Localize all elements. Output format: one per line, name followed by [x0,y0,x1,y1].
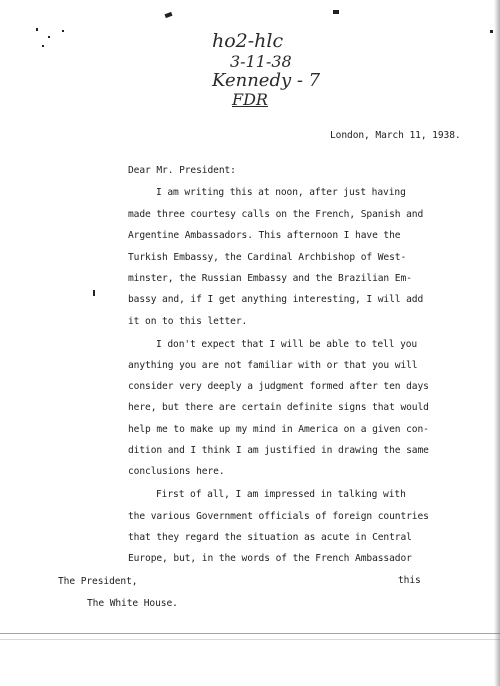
ink-speck-3 [36,28,38,31]
body-line: that they regard the situation as acute in Central [128,532,412,543]
handwritten-annotation-line-2: 3-11-38 [230,52,292,71]
body-line: First of all, I am impressed in talking with [156,489,406,500]
dateline: London, March 11, 1938. [330,130,461,141]
handwritten-annotation-line-4: FDR [232,90,268,109]
body-line: Turkish Embassy, the Cardinal Archbishop of West- [128,252,407,263]
body-line: I don't expect that I will be able to tell you [156,339,418,350]
body-line: here, but there are certain definite signs that would [128,402,429,413]
salutation: Dear Mr. President: [128,165,236,176]
ink-speck-2 [333,10,339,14]
body-line: the various Government officials of foreign countries [128,511,429,522]
body-line: made three courtesy calls on the French, Spanish and [128,209,424,220]
body-line: dition and I think I am justified in drawing the same [128,445,429,456]
body-line: Argentine Ambassadors. This afternoon I have the [128,230,401,241]
handwritten-annotation-line-3: Kennedy - 7 [212,70,321,91]
ink-speck-8 [490,30,493,33]
body-line: minster, the Russian Embassy and the Brazilian Em- [128,273,412,284]
body-line: bassy and, if I get anything interesting, I will add [128,294,424,305]
body-line: conclusions here. [128,466,225,477]
body-line: consider very deeply a judgment formed after ten days [128,381,429,392]
ink-speck-7 [93,290,95,296]
body-line: help me to make up my mind in America on a given con- [128,424,429,435]
catchword: this [398,575,421,586]
ink-speck-5 [42,45,44,47]
body-line: it on to this letter. [128,316,248,327]
body-line: I am writing this at noon, after just having [156,187,406,198]
addressee-line: The White House. [87,598,178,609]
page-edge-shadow [494,0,500,686]
page-bottom-edge [0,633,500,634]
body-line: anything you are not familiar with or that you will [128,360,418,371]
handwritten-annotation-line-1: ho2-hlc [212,30,284,52]
addressee-line: The President, [58,576,138,587]
body-line: Europe, but, in the words of the French Ambassador [128,553,412,564]
ink-speck-4 [48,36,50,38]
page-bottom-edge-secondary [0,639,500,640]
ink-speck-1 [165,12,173,18]
ink-speck-6 [62,30,64,32]
